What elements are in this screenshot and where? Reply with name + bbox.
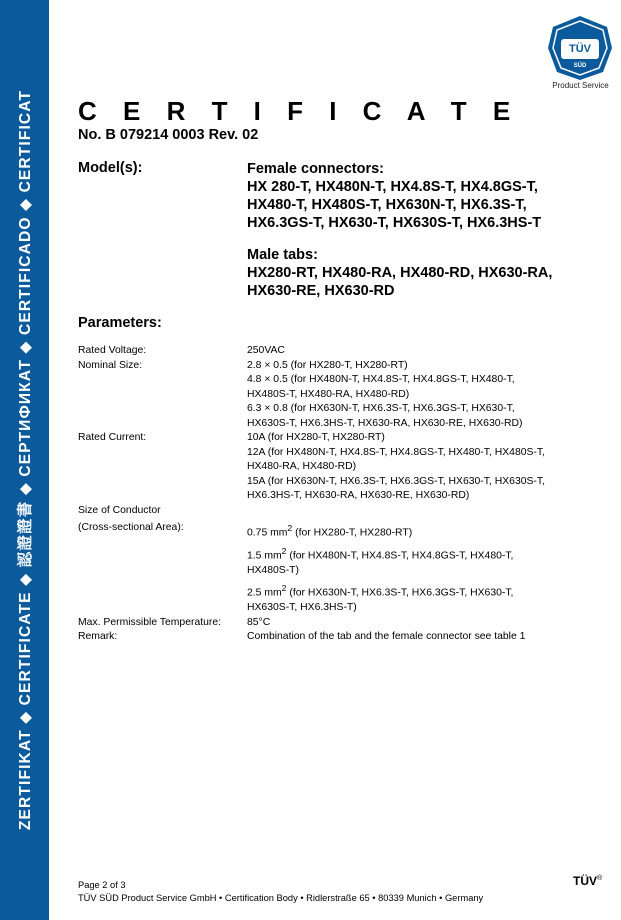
param-label: Remark: xyxy=(78,631,118,643)
param-value-line: HX480S-T, HX480-RA, HX480-RD) xyxy=(247,388,410,400)
parameters-table xyxy=(78,344,578,645)
footer-mark-text: TÜV xyxy=(573,874,597,888)
param-value xyxy=(247,431,578,504)
conductor-models: (for HX480N-T, HX4.8S-T, HX4.8GS-T, HX480-T, xyxy=(286,550,514,562)
logo-sub-mark-text: SÜD xyxy=(573,63,587,69)
footer-tuv-mark xyxy=(573,874,602,888)
param-label: Max. Permissible Temperature: xyxy=(78,616,222,628)
registered-symbol: ® xyxy=(597,875,603,882)
conductor-size: 1.5 mm xyxy=(247,550,282,562)
logo-mark-text: TÜV xyxy=(569,43,591,55)
param-value-line: 4.8 × 0.5 (for HX480N-T, HX4.8S-T, HX4.8GS-T, HX480-T, xyxy=(247,374,515,385)
male-tabs-heading: Male tabs: xyxy=(247,247,318,263)
param-value xyxy=(247,359,578,432)
female-connectors-line: HX 280-T, HX480N-T, HX4.8S-T, HX4.8GS-T, xyxy=(247,179,538,195)
female-connectors-heading: Female connectors: xyxy=(247,161,384,177)
param-label: Size of Conductor xyxy=(78,504,161,516)
unit-exponent: 2 xyxy=(287,523,293,533)
param-row-nominal-size xyxy=(78,359,578,432)
unit-exponent: 2 xyxy=(281,583,287,594)
param-label: Rated Voltage: xyxy=(78,345,147,356)
conductor-size: 0.75 mm xyxy=(247,527,288,539)
param-value-line: HX480S-T) xyxy=(247,564,299,576)
male-tabs-line: HX280-RT, HX480-RA, HX480-RD, HX630-RA, xyxy=(247,265,553,281)
certificate-number: No. B 079214 0003 Rev. 02 xyxy=(78,127,259,143)
logo-caption: Product Service xyxy=(552,81,609,90)
certificate-title: C E R T I F I C A T E xyxy=(78,96,520,126)
unit-exponent: 2 xyxy=(281,545,287,556)
param-row-rated-voltage xyxy=(78,344,578,359)
footer-address: TÜV SÜD Product Service GmbH • Certification Body • Ridlerstraße 65 • 80339 Munich • Germany xyxy=(78,893,484,903)
param-row-conductor-title xyxy=(78,504,578,519)
param-label: (Cross-sectional Area): xyxy=(78,522,184,533)
param-row-max-temp xyxy=(78,616,578,631)
param-value-line xyxy=(247,521,578,541)
param-value-line: HX630S-T, HX6.3HS-T, HX630-RA, HX630-RE, HX630-RD) xyxy=(247,417,523,429)
tuv-sud-logo-icon xyxy=(547,15,613,81)
param-value-line xyxy=(247,581,578,601)
param-value-line: HX6.3HS-T, HX630-RA, HX630-RE, HX630-RD) xyxy=(247,490,470,501)
conductor-models: (for HX280-T, HX280-RT) xyxy=(292,527,413,539)
param-value-line: HX480-RA, HX480-RD) xyxy=(247,461,357,472)
param-value-line: 10A (for HX280-T, HX280-RT) xyxy=(247,432,385,443)
female-connectors-line: HX480-T, HX480S-T, HX630N-T, HX6.3S-T, xyxy=(247,197,527,213)
param-value-line: 2.8 × 0.5 (for HX280-T, HX280-RT) xyxy=(247,359,408,371)
param-value-line: HX630S-T, HX6.3HS-T) xyxy=(247,602,357,614)
param-label: Nominal Size: xyxy=(78,359,143,371)
male-tabs-line: HX630-RE, HX630-RD xyxy=(247,283,395,299)
models-label: Model(s): xyxy=(78,160,143,176)
param-value-line: 12A (for HX480N-T, HX4.8S-T, HX4.8GS-T, HX480-T, HX480S-T, xyxy=(247,446,545,458)
conductor-models: (for HX630N-T, HX6.3S-T, HX6.3GS-T, HX630-T, xyxy=(286,587,514,599)
param-row-remark xyxy=(78,630,578,645)
param-value-line: 6.3 × 0.8 (for HX630N-T, HX6.3S-T, HX6.3GS-T, HX630-T, xyxy=(247,403,515,414)
page-number: Page 2 of 3 xyxy=(78,880,126,890)
param-label: Rated Current: xyxy=(78,432,147,443)
param-value: Combination of the tab and the female connector see table 1 xyxy=(247,631,526,643)
param-value-line: 15A (for HX630N-T, HX6.3S-T, HX6.3GS-T, HX630-T, HX630S-T, xyxy=(247,475,545,487)
conductor-size: 2.5 mm xyxy=(247,587,282,599)
param-row-conductor xyxy=(78,521,578,616)
parameters-heading: Parameters: xyxy=(78,315,162,331)
female-connectors-group xyxy=(247,160,607,232)
param-value: 250VAC xyxy=(247,345,285,356)
param-value: 85°C xyxy=(247,616,271,628)
models-list xyxy=(247,160,607,314)
param-row-rated-current xyxy=(78,431,578,504)
param-value-line xyxy=(247,544,578,564)
male-tabs-group xyxy=(247,246,607,300)
female-connectors-line: HX6.3GS-T, HX630-T, HX630S-T, HX6.3HS-T xyxy=(247,215,542,231)
param-value xyxy=(247,521,578,616)
certificate-sidebar-band xyxy=(0,0,49,920)
sidebar-multilingual-text: ZERTIFIKAT ◆ CERTIFICATE ◆ 認證證書 ◆ СЕРТИФИКАТ ◆ CERTIFICADO ◆ CERTIFICAT xyxy=(17,89,34,831)
